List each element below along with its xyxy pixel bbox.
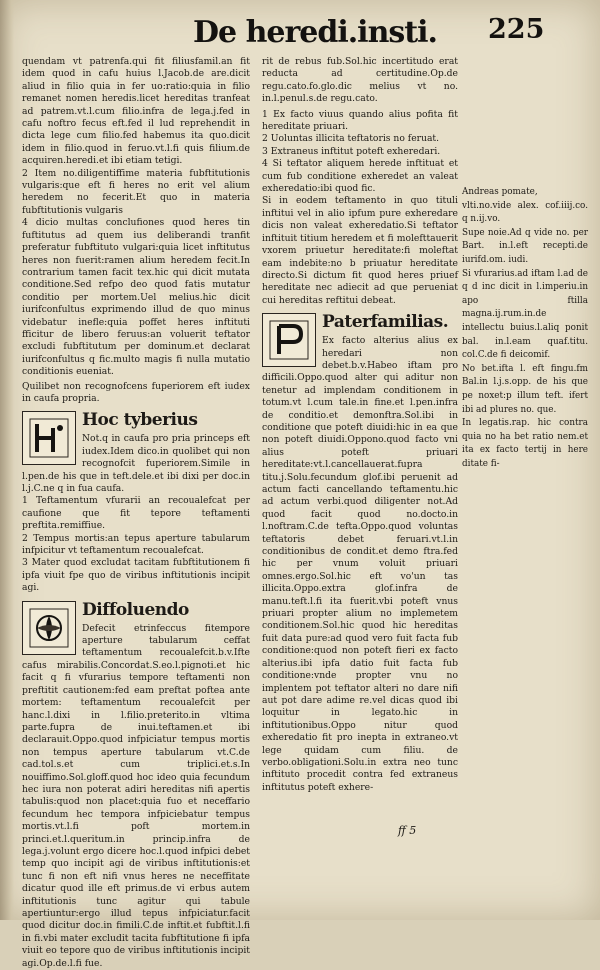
page-title: De heredi.insti. [193, 15, 437, 50]
left-para-5: Not.q in caufa pro pria princeps eft iudex.Idem dico.in quolibet qui non recognofcit fuperiorem.Simile in l.pen.de his que in teft.dele.et ibi dixi per doc.in l.j.C.ne q in fua caufa. [22, 433, 250, 494]
mid-para-7: Ex facto alterius alius ex heredari non debet.b.v.Habeo iftam pro difficili.Oppo.quod alter qui aditur non tenetur ad implendam conditionem in totum.vt l.cum tale.in fine.et l.pen.infra de conditio.et demonftra.Sol.ibi in conditione que poteft diuidi:hic in ea que non poteft diuidi.Oppono.quod facto vni alius poteft priuari hereditate:vt.l.cancellauerat.fupra titu.j.Solu.fecundum glof.ibi peruenit ad actum facti cancellando teftamentu.hic ad actum verbi.quod diligenter not.Ad quod facit quod no.docto.in l.noftram.C.de tefta.Oppo.quod voluntas teftatoris debet feruari.vt.l.in conditionibus de condit.et demo ftra.fed hic per vnum voluit priuari omnes.ergo.Sol.hic eft vo'un tas illicita.Oppo.extra glof.infra de manu.teft.l.fi ita fuerit.vbi poteft vnus priuari propter alium no implemetem conditionem.Sol.hic quod hic hereditas fuit data pure:ad quod vero fuit facta fub conditione:quod non poteft fieri ex facto alterius.ibi ipfa datio fuit facta fub conditione:vnde propter vnu no implentem pot teftator alteri no dare nifi aut pot dare adime re.vel dicas quod ibi loquitur in legato.hic in inftitutionibus.Oppo nitur quod exheredatio fit pro inepta in extraneo.vt lege quidam cum filiu. de verbo.obligationi.Solu.in extra neo tunc inftituto procedit contra fed extraneus inftitutus poteft exhere- [262, 335, 458, 793]
mid-para-1: rit de rebus fub.Sol.hic incertitudo erat reducta ad certitudine.Op.de regu.cato.fo.glo.dic melius vt no. in.l.penul.s.de regu.cato. [262, 56, 458, 105]
middle-column [262, 56, 458, 831]
decorated-initial-d [22, 601, 76, 655]
left-para-8: 3 Mater quod excludat tacitam fubftitutionem fi ipfa viuit fpe quo de viribus inftitutionis incipit agi. [22, 557, 250, 594]
heading-paterfamilias: Paterfamilias. [322, 312, 449, 333]
mid-para-5: 4 Si teftator aliquem herede inftituat et cum fub conditione exheredet an valeat exheredatio:ibi quod fic. [262, 158, 458, 195]
left-para-1: quendam vt patrenfa.qui fit filiusfamil.an fit idem quod in cafu huius l.Jacob.de are.dicit aliud in filio quia in fer uo:ratio:quia in filio remanet nomen heredis.licet hereditas tranfeat ad patrem.vt.l.cum filio.infra de lega.j.fed in cafu noftro fecus eft.fed il lud reprehendit in dicta lege cum filio.fed habemus ita quo.dicit idem in filio.quod in feruo.vt.l.fi quis filium.de acquiren.heredi.et ibi etiam tetigi. [22, 56, 250, 167]
left-para-2: 2 Item no.diligentiffime materia fubftitutionis vulgaris:que eft fi heres no erit vel alium heredem no fecerit.Et quo in materia fubftitutionis vulgaris [22, 167, 250, 216]
decorated-initial-h [22, 411, 76, 465]
margin-note-2: vlti.no.vide alex. cof.iiij.co. q n.ij.vo. [462, 200, 588, 225]
mid-para-2: 1 Ex facto viuus quando alius pofita fit hereditate priuari. [262, 108, 458, 133]
margin-note-4: Si vfurarius.ad iftam l.ad de q d inc dicit in l.imperiu.in apo ftilla magna.ij.rum.in.de intellectu buius.l.aliq ponit bal. in.l.eam quaf.titu. col.C.de fi deicomif. [462, 268, 588, 361]
left-para-3: 4 dicio multas conclufiones quod heres tin fuftitutus ad quem ius deliberandi tranfit preferatur fubftituto vulgari:quia licet inftitutus heres non fuerit:ramen alium heredem fecit.In contrarium tamen facit tex.hic qui dicit mutata conditione.Sed refpo deo quod fatis mutatur conditio per mortem.Uel melius.hic dicit iurifconfultus exprimendo illud de quo minus videbatur inefle:quia poffet heres inftituti fficitur de libero feruus:an voluerit teftator excludi fubftitutum per dominum.et declarat iurifconfultus q fic.multo magis fi nulla mutatio conditionis eueniat. [22, 217, 250, 378]
left-column [22, 56, 250, 969]
section-dissoluendo [22, 599, 250, 970]
running-head [150, 10, 480, 50]
margin-note-5: No bet.ifta l. eft fingu.fm Bal.in l.j.s.opp. de his que pe noxet:p illum teft. ifert ibi ad plures no. que. [462, 363, 588, 415]
floral-initial-icon [29, 608, 69, 648]
decorated-initial-p [262, 313, 316, 367]
section-hoc-tyberius [22, 409, 250, 495]
left-para-6: 1 Teftamentum vfurarii an recoualefcat per caufione que fit tepore teftamenti preftita.remiffiue. [22, 495, 250, 532]
margin-note-6: In legatis.rap. hic contra quia no ha bet ratio nem.et ita ex facto tertij in here ditate fi- [462, 418, 588, 469]
section-paterfamilias [262, 311, 458, 794]
margin-notes-column [462, 56, 588, 826]
page-binding-shadow [0, 0, 14, 920]
margin-note-3: Supe noie.Ad q vide no. per Bart. in.l.eft recepti.de iurifd.om. iudi. [462, 227, 588, 265]
folio-number: 225 [488, 14, 545, 45]
heading-hoc-tyberius: Hoc tyberius [82, 410, 198, 431]
margin-note-1: Andreas pomate, [462, 187, 538, 197]
mid-para-6: Si in eodem teftamento in quo tituli inftitui vel in alio ipfum pure exheredare dicis non valeat exheredatio.Si teftator inftituit titium heredem et fi molefttauerit vxorem priuetur hereditate:fi moleftat eam indebite:no b priuatur hereditate directo.Si dictum fit quod heres priuef hereditate nec adiecit ad que perueniat cui hereditas reftitui debeat. [262, 195, 458, 306]
initial-ornament-icon [29, 418, 69, 458]
catchword: ff 5 [398, 824, 417, 837]
heading-dissoluendo: Diffoluendo [82, 599, 189, 620]
left-para-9: Defecit etrinfeccus fitempore aperture tabularum ceffat teftamentum recoualefcit.b.v.Ifte cafus mirabilis.Concordat.S.eo.l.pignoti.et hic facit q fi vfurarius tempore teftamenti non preftitit cautionem:fed eam preftat poftea ante mortem: teftamentum recoualefcit per hanc.l.dixi in l.filio.preterito.in vltima parte.fupra de inui.teftamen.et ibi declarauit.Oppo.quod infpiciatur tempus mortis non tempus aperture tabularum vt.C.de cad.tol.s.et cum triplici.et.s.In nouiffimo.Sol.gloff.quod hoc ideo quia fecundum hec iura non poterat adiri hereditas nifi apertis tabulis:quod non placet:quia fuo et neceffario fecundum hec tempora infpiciebatur tempus mortis.vt.l.fi poft mortem.in princi.et.l.queritum.in princip.infra de lega.j.volunt ergo dicere hoc.l.quod infpici debet temp quo incipit agi de viribus inftitutionis:et tunc fi non eft nifi vnus heres ne neceffitate dicatur quod ille eft primus.de vi erbus autem inftitutionis tunc agitur qui tabule apertiuntur:ergo illud tepus infpiciatur.facit quod dicitur doc.in fimili.C.de inftit.et fubftit.l.fi in fi.vbi mater excludit tacita fubftitutione fi ipfa viuit eo tepore quo de viribus inftitutionis incipit agi.Op.de.l.fi fue. [22, 622, 250, 969]
left-para-7: 2 Tempus mortis:an tepus aperture tabularum infpicitur vt teftamentum recoualefcat. [22, 532, 250, 557]
left-para-4: Quilibet non recognofcens fuperiorem eft iudex in caufa propria. [22, 380, 250, 404]
mid-para-3: 2 Uoluntas illicita teftatoris no feruat. [262, 133, 440, 145]
initial-p-ornament-icon [269, 320, 309, 360]
mid-para-4: 3 Extraneus inftitut poteft exheredari. [262, 145, 441, 157]
